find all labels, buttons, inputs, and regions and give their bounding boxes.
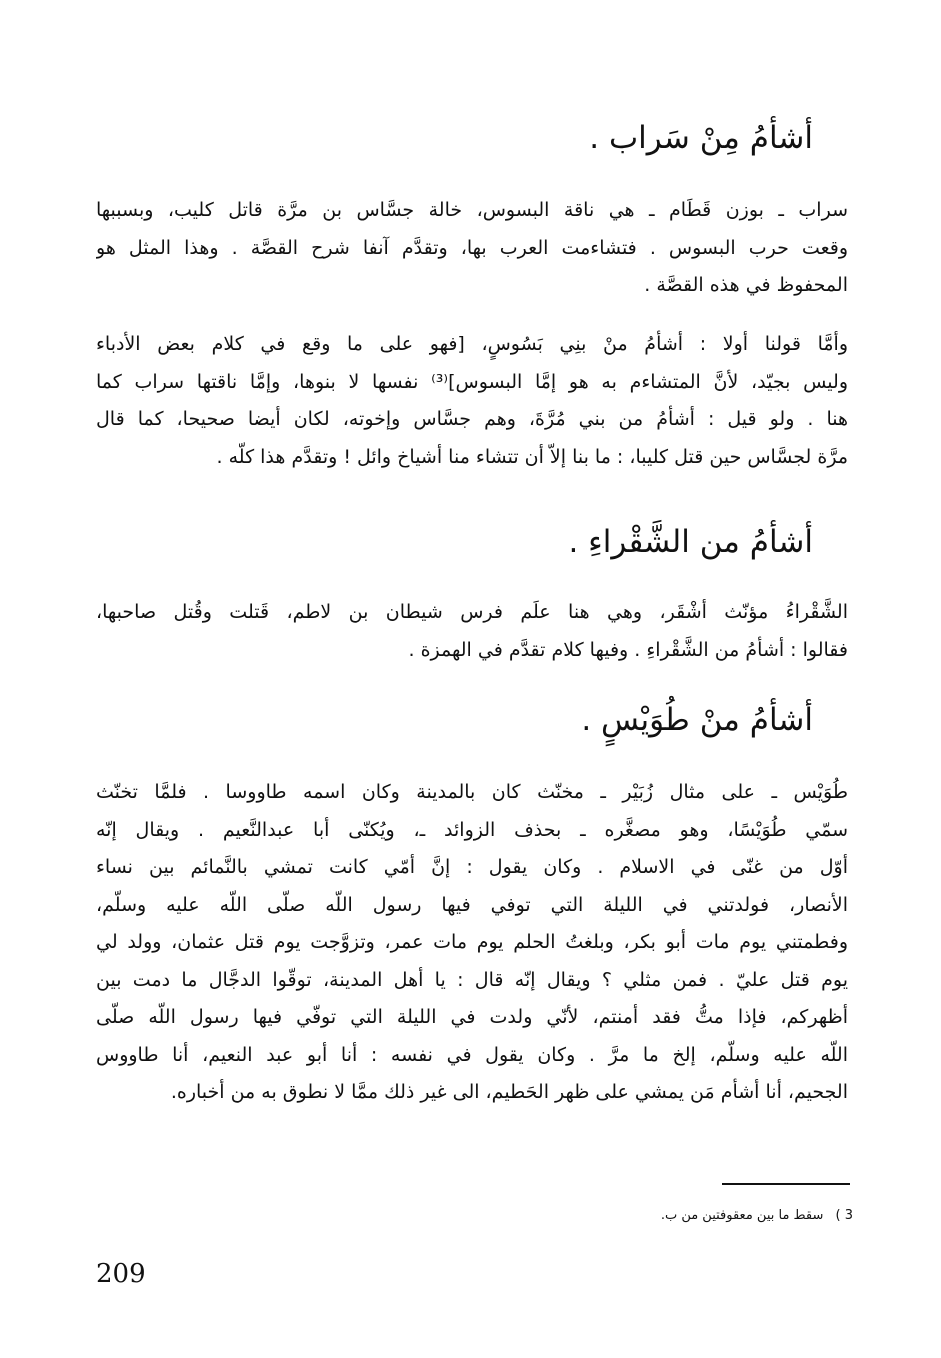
paragraph-sarab-2 bbox=[96, 326, 848, 476]
page-number: 209 bbox=[96, 1259, 146, 1289]
text-line: طُوَيْس ـ على مثال زُبَيْر ـ مخنّث كان بالمدينة وكان اسمه طاووسا . فلمَّا تخنّث bbox=[96, 781, 848, 803]
entry-heading-shaqra: أشأمُ من الشَّقْراءِ . bbox=[568, 524, 813, 560]
paragraph-tuways-1 bbox=[96, 774, 848, 1112]
text-line: المحفوظ في هذه القصَّة . bbox=[644, 274, 848, 296]
text-line: الأنصار، فولدتني في الليلة التي توفي فيها رسول اللّه صلّى اللّه عليه وسلّم، bbox=[96, 893, 848, 916]
footnote bbox=[661, 1206, 853, 1226]
text-line: هنا . ولو قيل : أشأمُ من بني مُرَّةَ، وهم جسَّاس وإخوته، لكان أيضا صحيحا، كما قال bbox=[96, 408, 848, 430]
text-line: وليس بجيّد، لأنَّ المتشاءم به هو إمَّا البسوس]⁽³⁾ نفسها لا بنوها، وإمَّا ناقتها سراب كما bbox=[96, 370, 848, 393]
text-line: وأمَّا قولنا أولا : أشأمُ منْ بنِي بَسُوسٍ، [فهو على ما وقع في كلام بعض الأدباء bbox=[96, 333, 848, 355]
paragraph-shaqra-1 bbox=[96, 594, 848, 669]
text-line: أوّل من غنّى في الاسلام . وكان يقول : إنَّ أمّي كانت تمشي بالنَّمائم بين نساء bbox=[96, 856, 848, 878]
footnote-marker: 3 ) bbox=[835, 1208, 853, 1223]
text-line: سراب ـ بوزن قَطَام ـ هي ناقة البسوس، خالة جسَّاس بن مرَّة قاتل كليب، وبسببها bbox=[96, 199, 848, 221]
text-line: وفطمتني يوم مات أبو بكر، وبلغتُ الحلم يوم مات عمر، وتزوَّجت يوم قتل عثمان، وولد لي bbox=[96, 931, 848, 953]
text-line: يوم قتل عليّ . فمن مثلي ؟ ويقال إنّه قال : يا أهل المدينة، توقّوا الدجَّال ما دمت بين bbox=[96, 968, 848, 991]
text-line: أظهركم، فإذا متُّ فقد أمنتم، لأنّي ولدت في الليلة التي توفّي فيها رسول اللّه صلّى bbox=[96, 1006, 848, 1028]
text-line: اللّه عليه وسلّم، إلخ ما مرَّ . وكان يقول في نفسه : أنا أبو عبد النعيم، أنا طاووس bbox=[96, 1043, 848, 1066]
footnote-divider bbox=[722, 1183, 850, 1185]
footnote-text: سقط ما بين معقوفتين من ب. bbox=[660, 1208, 824, 1223]
text-line: مرَّة لجسَّاس حين قتل كليبا، : ما بنا إلاّ أن تتشاء منا أشياخ وائل ! وتقدَّم هذا كلّه . bbox=[216, 445, 848, 468]
text-line: سمّي طُوَيْسًا، وهو مصغَّره ـ بحذف الزوائد ـ، ويُكنّى أبا عبدالنَّعيم . ويقال إنّه bbox=[96, 818, 848, 841]
text-line: الجحيم، أنا أشأم مَن يمشي على ظهر الحَطيم، الى غير ذلك ممَّا لا نطوق به من أخباره. bbox=[170, 1081, 848, 1103]
entry-heading-tuways: أشأمُ منْ طُوَيْسٍ . bbox=[581, 702, 813, 738]
text-line: وقعت حرب البسوس . فتشاءمت العرب بها، وتقدَّم آنفا شرح القصَّة . وهذا المثل هو bbox=[96, 236, 848, 259]
paragraph-sarab-1 bbox=[96, 192, 848, 305]
text-line: الشَّقْراءُ مؤنّث أشْقَر، وهي هنا علَم فرس شيطان بن لاطم، قَتلت وقُتل صاحبها، bbox=[96, 601, 848, 623]
entry-heading-sarab: أشأمُ مِنْ سَراب . bbox=[589, 120, 813, 156]
text-line: فقالوا : أشأمُ من الشَّقْراءِ . وفيها كلام تقدَّم في الهمزة . bbox=[408, 638, 848, 661]
